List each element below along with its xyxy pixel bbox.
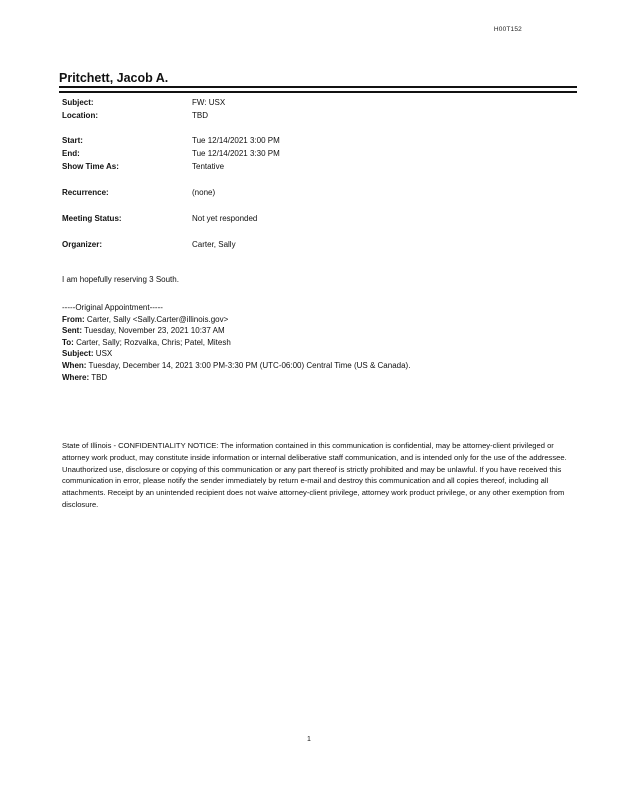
field-value: Tue 12/14/2021 3:30 PM bbox=[192, 149, 280, 158]
confidentiality-notice: State of Illinois - CONFIDENTIALITY NOTICE: The information contained in this communication is confidential, may be attorney-client privileged or attorney work product, may constitute inside information or internal deliberative staff communication, and is intended only for the use of the addressee. Unauthorized use, disclosure or copying of this communication or any part thereof is strictly prohibited and may be unlawful. If you have received this communication in error, please notify the sender immediately by return e-mail and destroy this communication and all copies thereof, including all attachments. Receipt by an unintended recipient does not waive attorney-client privilege, attorney work product privilege, or any other exemption from disclosure. bbox=[62, 441, 567, 509]
original-subject: Subject: USX bbox=[62, 349, 113, 359]
message-body: I am hopefully reserving 3 South. bbox=[62, 275, 179, 284]
field-value: Not yet responded bbox=[192, 214, 258, 223]
header-rule-bottom bbox=[59, 91, 577, 93]
appointment-fields bbox=[62, 96, 562, 251]
field-start bbox=[62, 134, 562, 147]
page-number: 1 bbox=[307, 736, 311, 743]
original-sent: Sent: Tuesday, November 23, 2021 10:37 AM bbox=[62, 326, 225, 336]
original-where: Where: TBD bbox=[62, 372, 108, 382]
field-value: Carter, Sally bbox=[192, 240, 236, 249]
field-label: Organizer: bbox=[62, 240, 103, 249]
field-label: Meeting Status: bbox=[62, 214, 122, 223]
field-label: Subject: bbox=[62, 98, 94, 107]
field-organizer bbox=[62, 238, 562, 251]
field-subject bbox=[62, 96, 562, 109]
field-location bbox=[62, 109, 562, 122]
field-label: Location: bbox=[62, 111, 98, 120]
field-value: Tentative bbox=[192, 162, 225, 171]
field-label: Start: bbox=[62, 136, 83, 145]
field-value: Tue 12/14/2021 3:00 PM bbox=[192, 136, 280, 145]
original-to: To: Carter, Sally; Rozvalka, Chris; Patel, Mitesh bbox=[62, 337, 231, 347]
original-appointment bbox=[62, 302, 562, 383]
original-when: When: Tuesday, December 14, 2021 3:00 PM-3:30 PM (UTC-06:00) Central Time (US & Canada). bbox=[62, 360, 411, 370]
original-header: -----Original Appointment----- bbox=[62, 303, 163, 312]
field-meeting-status bbox=[62, 212, 562, 225]
field-value: (none) bbox=[192, 188, 216, 197]
bates-number: H00T152 bbox=[493, 26, 522, 33]
field-end bbox=[62, 147, 562, 160]
header-rule-top bbox=[59, 86, 577, 88]
mailbox-owner-name: Pritchett, Jacob A. bbox=[59, 71, 169, 85]
field-show-time-as bbox=[62, 160, 562, 173]
field-label: Recurrence: bbox=[62, 188, 109, 197]
field-label: Show Time As: bbox=[62, 162, 119, 171]
original-from: From: Carter, Sally <Sally.Carter@illinois.gov> bbox=[62, 314, 229, 324]
field-value: TBD bbox=[192, 111, 208, 120]
field-label: End: bbox=[62, 149, 80, 158]
field-value: FW: USX bbox=[192, 98, 226, 107]
field-recurrence bbox=[62, 186, 562, 199]
